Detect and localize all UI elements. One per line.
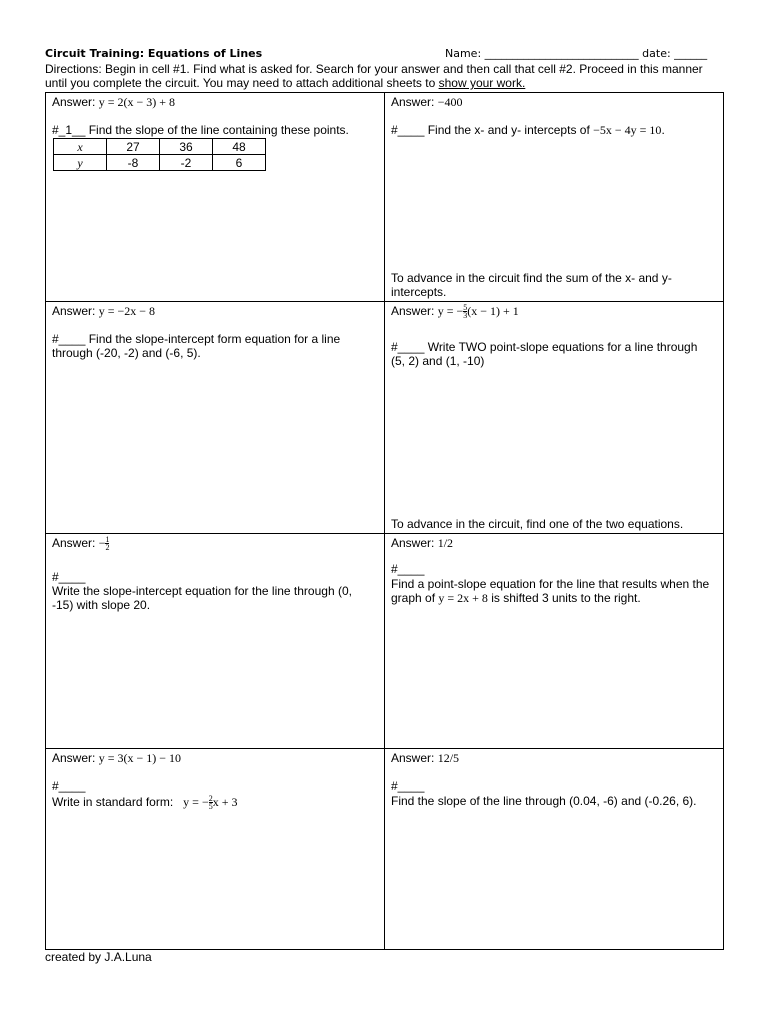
cell-7-answer [52, 751, 181, 765]
cell-2 [385, 93, 724, 301]
prompt-equation-end: x + 3 [212, 795, 238, 809]
answer-label: Answer: [391, 95, 438, 109]
cell-1-answer [52, 95, 175, 109]
table-cell: -2 [160, 155, 213, 171]
answer-value: 1/2 [437, 536, 454, 550]
cell-4-advance: To advance in the circuit, find one of the two equations. [391, 517, 684, 531]
cell-3-answer [52, 304, 155, 318]
table-row [54, 139, 266, 155]
cell-7-number: #____ [52, 779, 86, 793]
cell-6-answer [391, 536, 453, 550]
answer-value-end: (x − 1) + 1 [467, 304, 519, 318]
answer-value: 12/5 [437, 751, 460, 765]
cell-6-prompt [391, 577, 716, 605]
points-table [53, 138, 266, 171]
prompt-equation: −5x − 4y = 10 [593, 123, 662, 137]
directions-underlined: show your work. [438, 76, 526, 90]
answer-value: − [98, 536, 106, 550]
table-cell: 27 [107, 139, 160, 155]
fraction-denominator: 2 [105, 543, 110, 553]
prompt-text: Find a point-slope equation for the line that results when the graph of [391, 577, 710, 605]
fraction-numerator: 1 [105, 535, 110, 545]
cell-4-prompt: #____ Write TWO point-slope equations for a line through (5, 2) and (1, -10) [391, 340, 698, 368]
cell-8 [385, 749, 724, 949]
cell-5-answer [52, 536, 109, 551]
table-cell: 36 [160, 139, 213, 155]
table-cell: y [54, 155, 107, 171]
answer-value: y = − [437, 304, 464, 318]
answer-value: −400 [437, 95, 463, 109]
answer-label: Answer: [52, 536, 99, 550]
cell-1-prompt: #_1__ Find the slope of the line containing these points. [52, 123, 349, 137]
fraction-numerator: 2 [208, 794, 213, 804]
answer-label: Answer: [391, 304, 438, 318]
cell-5-prompt: Write the slope-intercept equation for the line through (0, -15) with slope 20. [52, 584, 352, 612]
answer-label: Answer: [391, 536, 438, 550]
cell-4 [385, 302, 724, 533]
directions-text: Directions: Begin in cell #1. Find what is asked for. Search for your answer and then call that cell #2. Proceed in this manner until you complete the circuit. You may need to attach additional sheets to [45, 62, 703, 90]
answer-value: y = 3(x − 1) − 10 [98, 751, 181, 765]
cell-3-prompt: #____ Find the slope-intercept form equation for a line through (-20, -2) and (-6, 5). [52, 332, 341, 360]
prompt-text: Write in standard form: [52, 795, 174, 809]
prompt-text-end: is shifted 3 units to the right. [487, 591, 641, 605]
cell-7-prompt [52, 795, 372, 810]
table-cell: 6 [213, 155, 266, 171]
table-row [54, 155, 266, 171]
prompt-text-end: . [661, 123, 665, 137]
cell-6 [385, 534, 724, 748]
cell-2-prompt [391, 123, 711, 137]
table-cell: x [54, 139, 107, 155]
answer-fraction [105, 536, 109, 551]
fraction-numerator: 5 [463, 303, 468, 313]
table-cell: -8 [107, 155, 160, 171]
answer-value: y = −2x − 8 [98, 304, 155, 318]
cell-1 [46, 93, 384, 301]
cell-5 [46, 534, 384, 748]
circuit-grid [45, 92, 724, 950]
prompt-text: #____ Find the x- and y- intercepts of [391, 123, 594, 137]
answer-label: Answer: [391, 751, 438, 765]
answer-label: Answer: [52, 751, 99, 765]
answer-label: Answer: [52, 95, 99, 109]
directions [45, 62, 725, 90]
prompt-equation: y = 2x + 8 [438, 591, 488, 605]
cell-8-answer [391, 751, 459, 765]
table-cell: 48 [213, 139, 266, 155]
prompt-equation: y = − [183, 795, 209, 809]
cell-7 [46, 749, 384, 949]
name-date-line: Name: ____________________________ date: ______ [445, 47, 708, 60]
cell-8-prompt: Find the slope of the line through (0.04, -6) and (-0.26, 6). [391, 794, 697, 808]
cell-4-answer [391, 304, 519, 319]
fraction-denominator: 3 [463, 311, 468, 321]
fraction-denominator: 5 [208, 802, 213, 812]
footer-credit: created by J.A.Luna [45, 950, 152, 964]
cell-3 [46, 302, 384, 533]
answer-label: Answer: [52, 304, 99, 318]
cell-2-advance: To advance in the circuit find the sum of the x- and y- intercepts. [391, 271, 672, 299]
cell-5-number: #____ [52, 570, 86, 584]
cell-6-number: #____ [391, 562, 425, 576]
worksheet-title: Circuit Training: Equations of Lines [45, 47, 263, 60]
answer-value: y = 2(x − 3) + 8 [98, 95, 175, 109]
cell-8-number: #____ [391, 779, 425, 793]
cell-2-answer [391, 95, 462, 109]
